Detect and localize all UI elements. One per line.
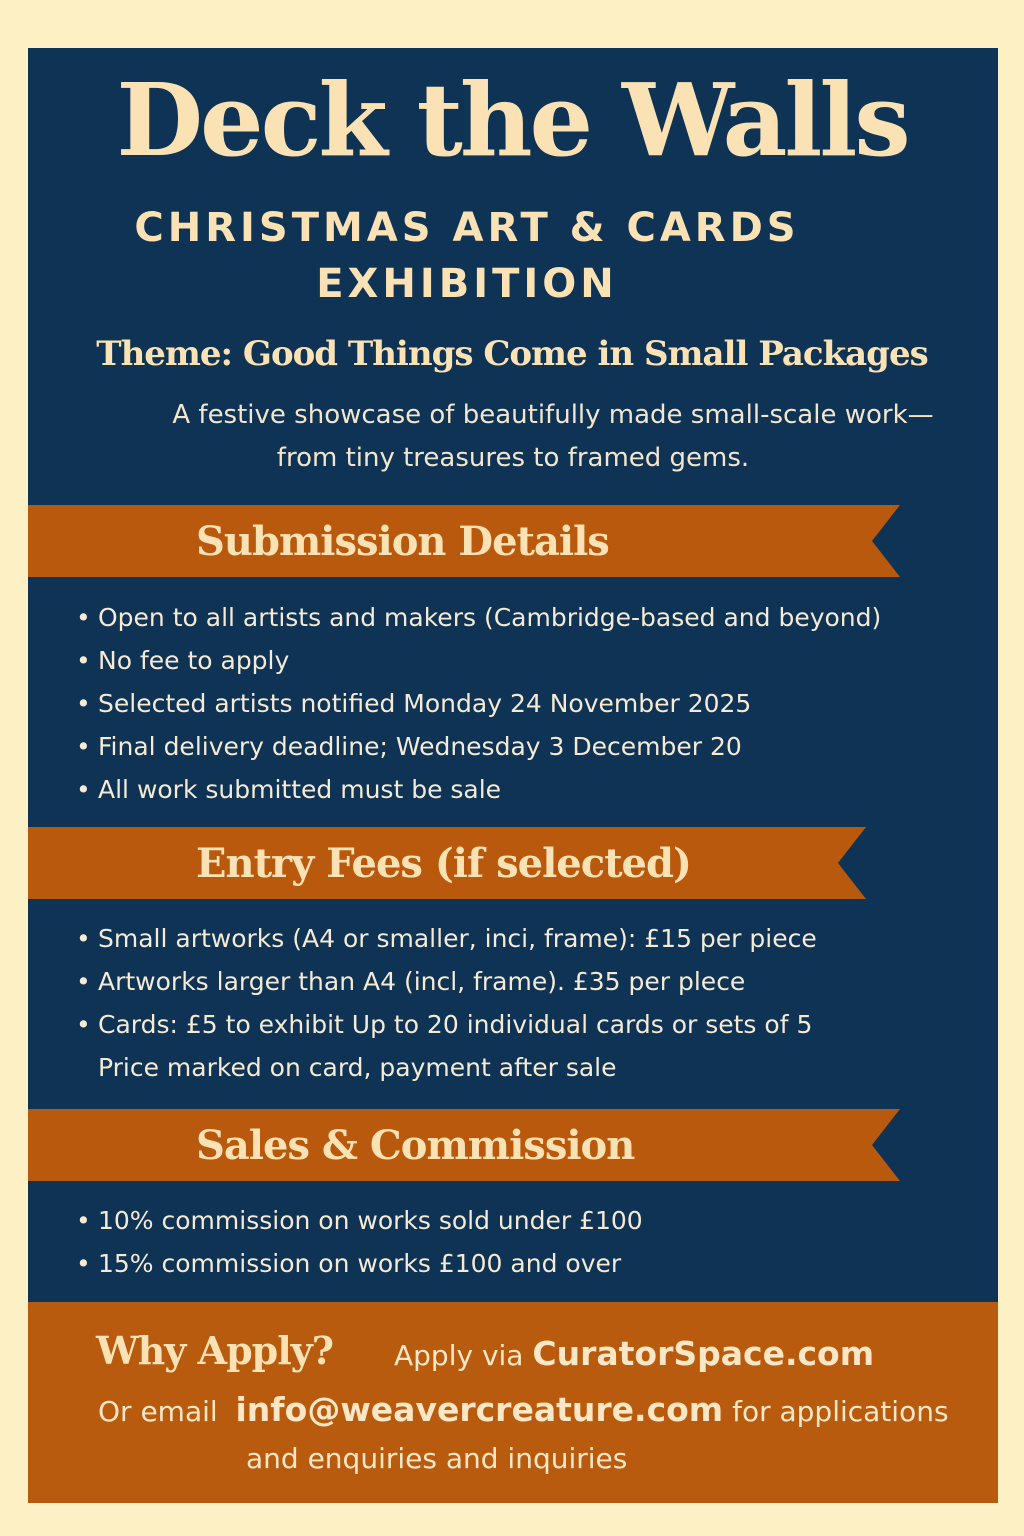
list-item: • All work submitted must be sale [76,768,881,811]
email-suffix: for applications [732,1395,949,1428]
poster-subtitle [0,200,934,312]
why-apply-heading: Why Apply? [96,1328,334,1373]
fees-heading: Entry Fees (if selected) [196,840,691,887]
list-item: • Selected artists notified Monday 24 November 2025 [76,682,881,725]
list-item: • Final delivery deadline; Wednesday 3 December 20 [76,725,881,768]
apply-site-link[interactable]: CuratorSpace.com [532,1334,875,1373]
list-item: • 10% commission on works sold under £100 [76,1199,643,1242]
email-line-2: and enquiries and inquiries [246,1442,628,1475]
fees-list [76,917,817,1089]
description [28,394,998,480]
description-line-2: from tiny treasures to framed gems. [276,443,750,473]
subtitle-line-1: CHRISTMAS ART & CARDS [134,205,800,251]
poster-title: Deck the Walls [116,61,908,179]
email-line [98,1390,949,1429]
bullet-icon: • [76,1249,91,1278]
list-item: • Cards: £5 to exhibit Up to 20 individual cards or sets of 5 [76,1003,817,1046]
apply-prefix: Apply via [394,1339,524,1372]
submission-list [76,596,881,811]
list-item: • 15% commission on works £100 and over [76,1242,643,1285]
description-line-1: A festive showcase of beautifully made small-scale work— [172,400,934,430]
bullet-icon: • [76,646,91,675]
email-link[interactable]: info@weavercreature.com [235,1390,724,1429]
bullet-icon: • [76,689,91,718]
bullet-icon: • [76,775,91,804]
list-item: • Artworks larger than A4 (incl, frame). £35 per plece [76,960,817,1003]
list-item: • No fee to apply [76,639,881,682]
subtitle-line-2: EXHIBITION [316,261,618,307]
list-item: • Small artworks (A4 or smaller, inci, frame): £15 per piece [76,917,817,960]
bullet-icon: • [76,924,91,953]
theme-line: Theme: Good Things Come in Small Packages [96,334,928,374]
bullet-icon: • [76,967,91,996]
apply-line [394,1334,874,1373]
sales-heading: Sales & Commission [196,1122,635,1169]
email-prefix: Or email [98,1395,218,1428]
bullet-icon: • [76,603,91,632]
submission-heading: Submission Details [196,518,609,565]
sales-list [76,1199,643,1285]
bullet-icon: • [76,1010,91,1039]
list-item: • Open to all artists and makers (Cambridge-based and beyond) [76,596,881,639]
bullet-icon: • [76,1206,91,1235]
list-item-continuation: Price marked on card, payment after sale [98,1053,617,1082]
bullet-icon: • [76,732,91,761]
